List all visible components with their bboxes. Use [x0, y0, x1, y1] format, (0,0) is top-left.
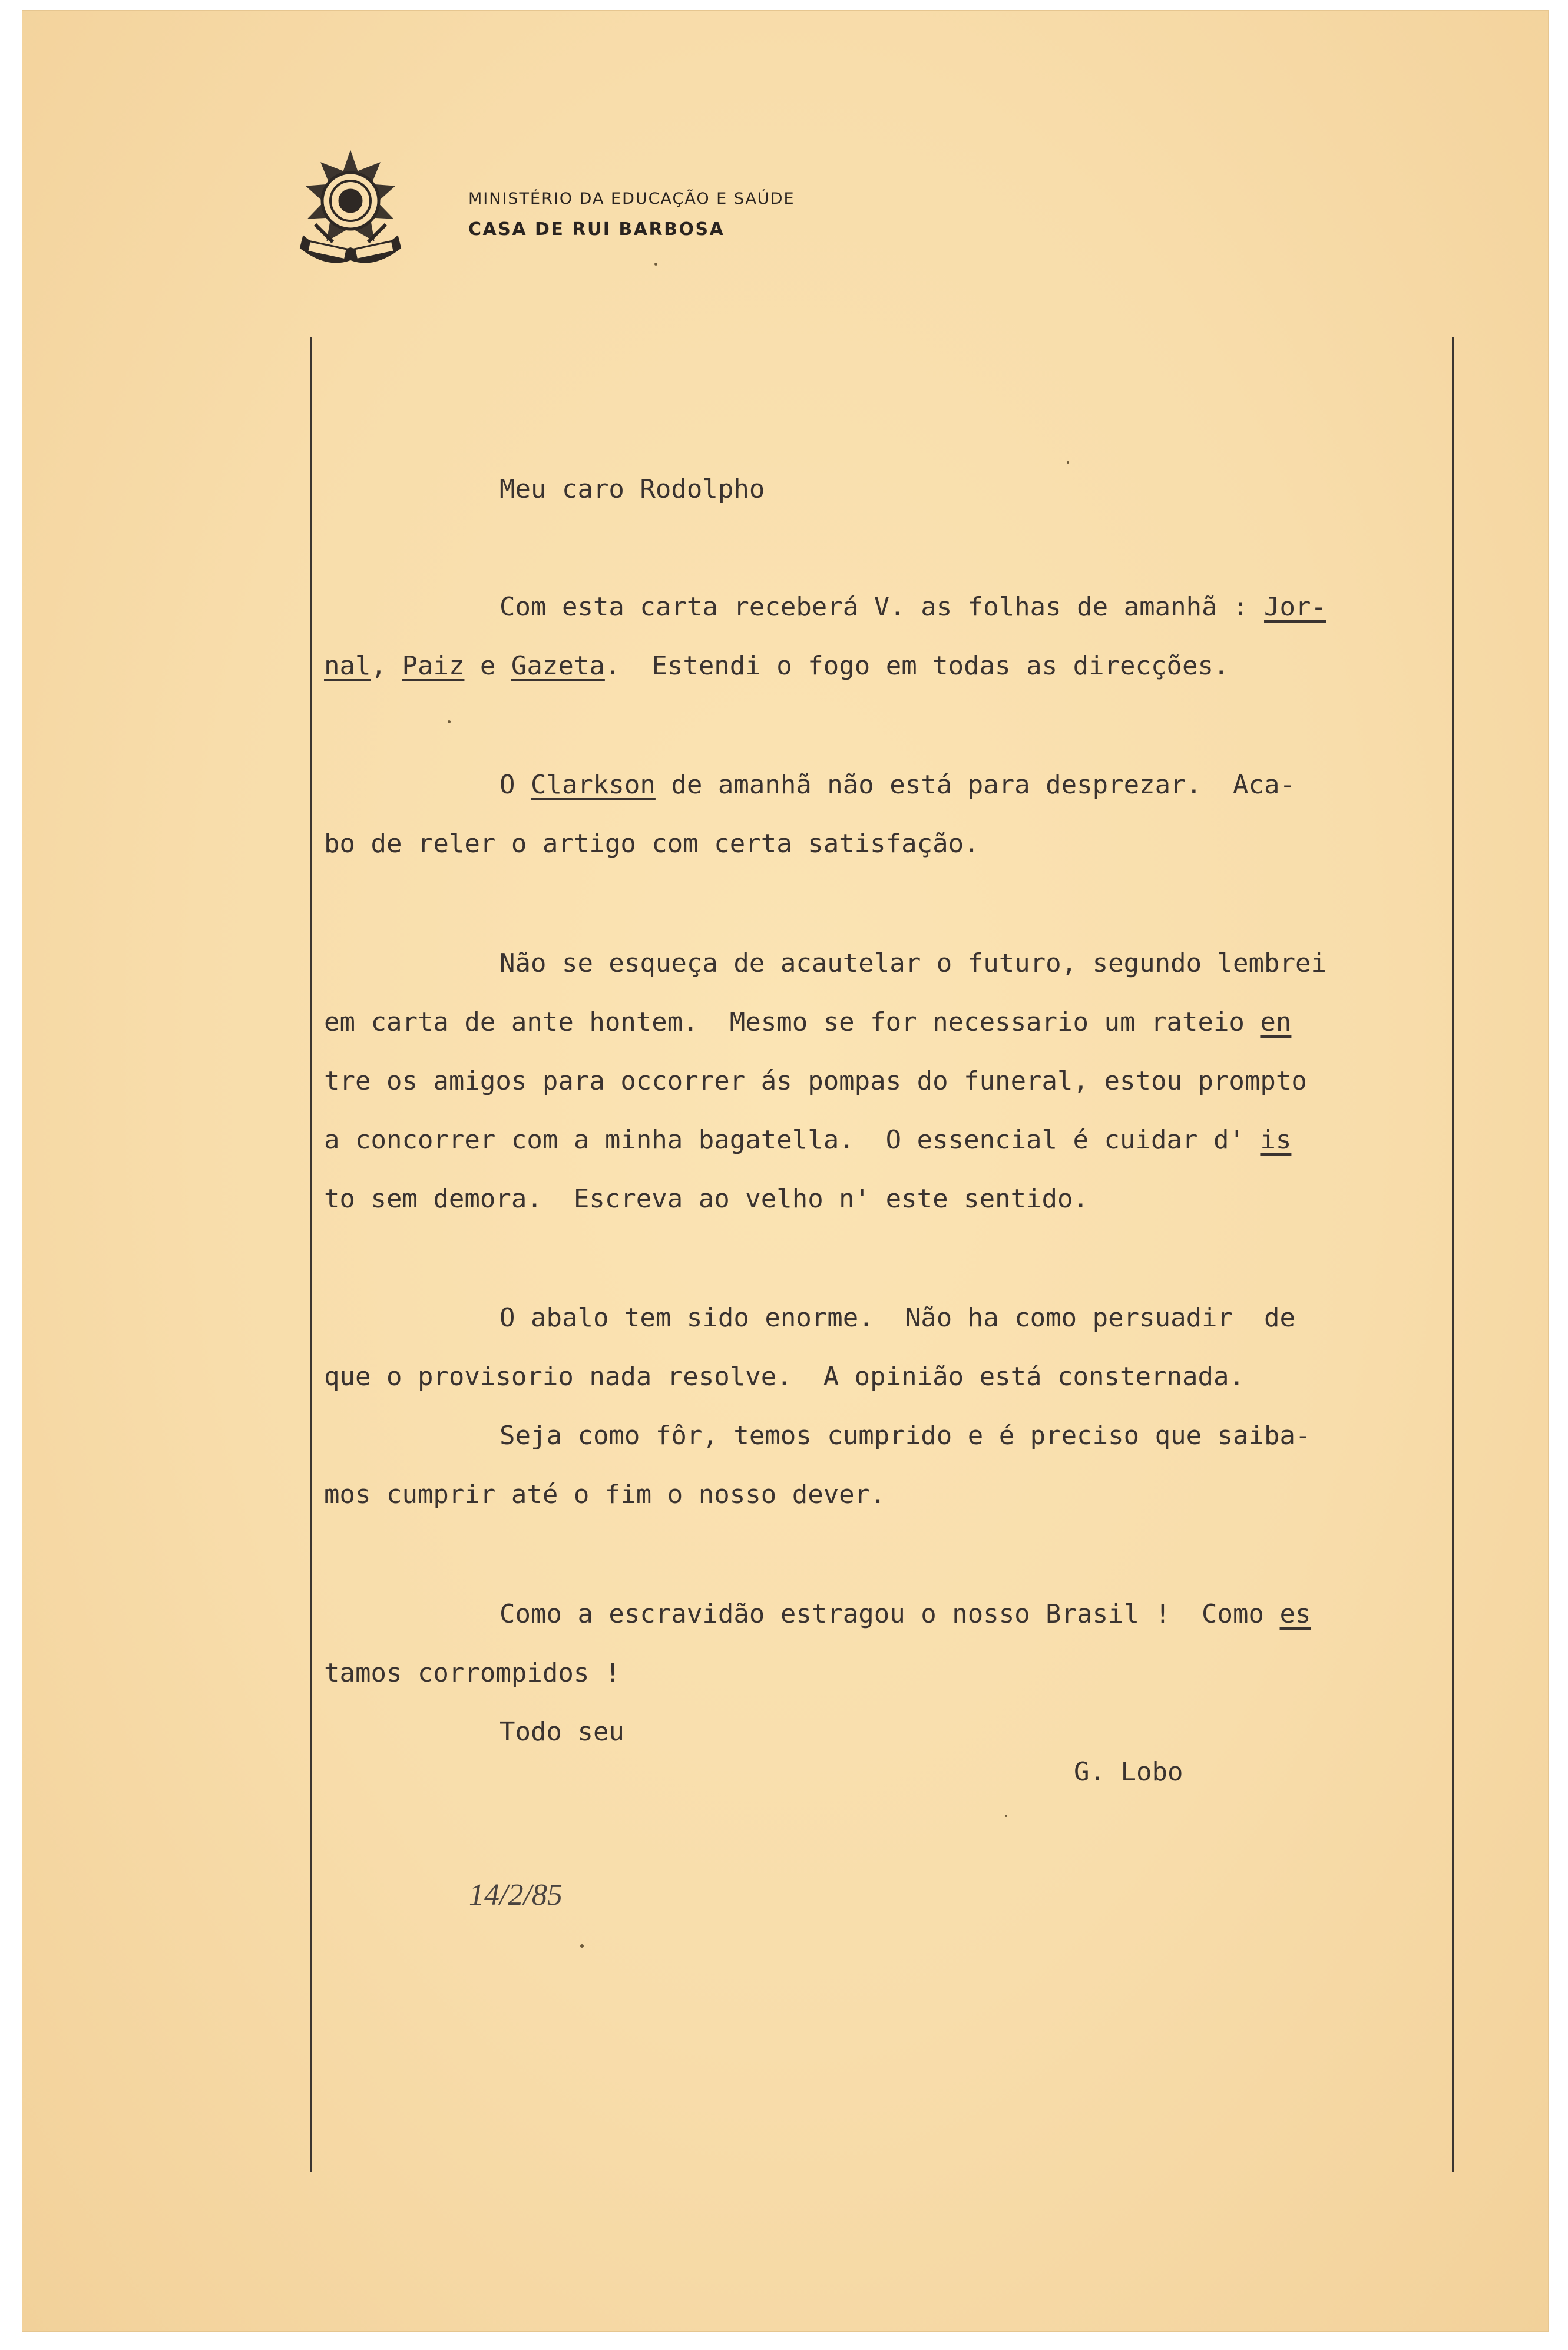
p2-line-1: O Clarkson de amanhã não está para desprezar. Aca- [499, 770, 1296, 800]
institution-heading: CASA DE RUI BARBOSA [468, 219, 725, 240]
p3-line-1: Não se esqueça de acautelar o futuro, segundo lembrei [499, 948, 1326, 978]
p4-line-1: O abalo tem sido enorme. Não ha como persuadir de [499, 1303, 1296, 1333]
paper-speck [1067, 461, 1069, 464]
p3-line-5: to sem demora. Escreva ao velho n' este sentido. [324, 1184, 1089, 1214]
p5-line-2: tamos corrompidos ! [324, 1658, 621, 1688]
p4-line-4: mos cumprir até o fim o nosso dever. [324, 1479, 886, 1510]
paper-speck [1005, 1815, 1007, 1817]
p2-line-2: bo de reler o artigo com certa satisfação. [324, 829, 980, 859]
salutation: Meu caro Rodolpho [499, 474, 765, 504]
left-margin-rule [310, 337, 312, 2172]
right-margin-rule [1452, 337, 1454, 2172]
p3-line-3: tre os amigos para occorrer ás pompas do funeral, estou prompto [324, 1066, 1307, 1096]
p3-line-4: a concorrer com a minha bagatella. O essencial é cuidar d' is [324, 1125, 1292, 1155]
signature: G. Lobo [1074, 1757, 1183, 1787]
letter-paper [22, 11, 1548, 2331]
p4-line-3: Seja como fôr, temos cumprido e é preciso que saiba- [499, 1421, 1311, 1451]
letter-body [324, 11, 1443, 1747]
p1-line-2: nal, Paiz e Gazeta. Estendi o fogo em todas as direcções. [324, 651, 1229, 681]
p3-line-2: em carta de ante hontem. Mesmo se for necessario um rateio en [324, 1007, 1292, 1037]
ministry-heading: MINISTÉRIO DA EDUCAÇÃO E SAÚDE [468, 190, 795, 208]
paper-speck [580, 1944, 584, 1948]
p1-line-1: Com esta carta receberá V. as folhas de amanhã : Jor- [499, 592, 1326, 622]
p5-line-1: Como a escravidão estragou o nosso Brasil ! Como es [499, 1599, 1311, 1629]
closing: Todo seu [499, 1717, 624, 1747]
paper-speck [654, 263, 657, 266]
date: 14/2/85 [469, 1878, 563, 1912]
paper-speck [448, 720, 451, 723]
p4-line-2: que o provisorio nada resolve. A opinião está consternada. [324, 1362, 1245, 1392]
